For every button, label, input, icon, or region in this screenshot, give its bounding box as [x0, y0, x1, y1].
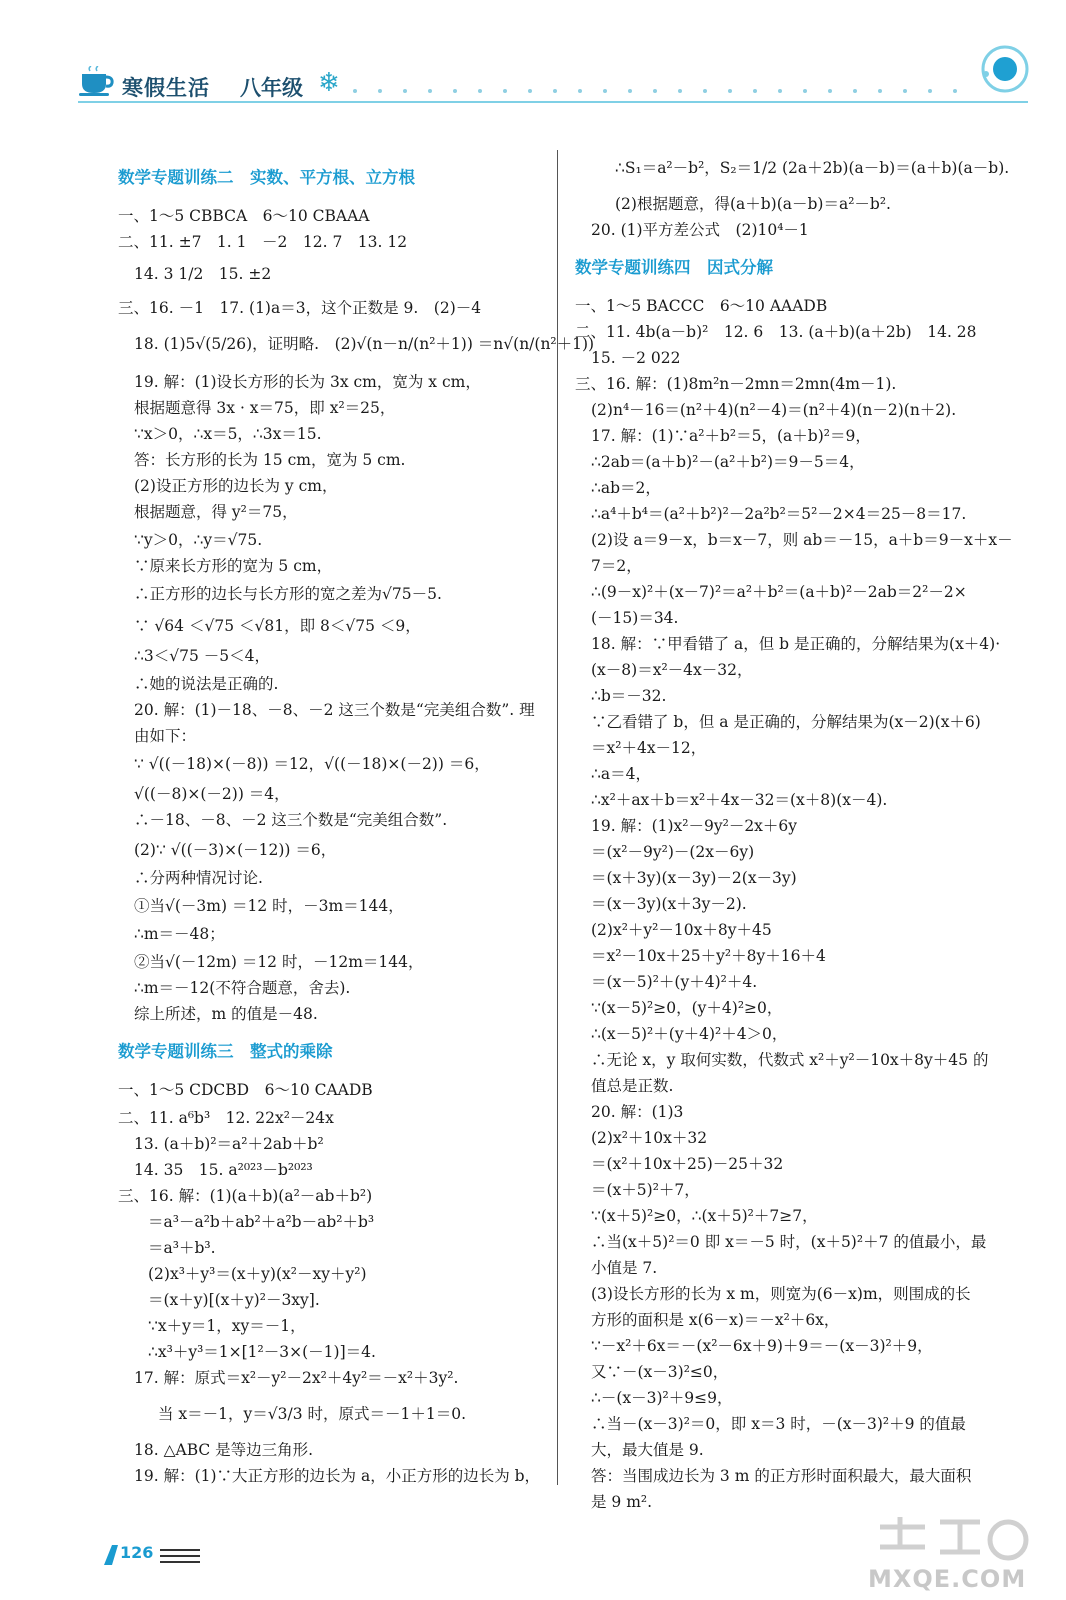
answer-line: 三、16. 解：(1)8m²n－2mn＝2mn(4m－1).	[575, 375, 897, 393]
answer-line: 方形的面积是 x(6－x)＝－x²＋6x，	[591, 1311, 840, 1329]
answer-line: (－15)＝34.	[591, 609, 679, 627]
answer-line: ∵－x²＋6x＝－(x²－6x＋9)＋9＝－(x－3)²＋9，	[591, 1337, 933, 1355]
answer-line: 17. 解：原式＝x²－y²－2x²＋4y²＝－x²＋3y².	[134, 1369, 459, 1387]
answer-line: ＝(x－3y)(x＋3y－2).	[591, 895, 747, 913]
answer-line: 19. 解：(1)x²－9y²－2x＋6y	[591, 817, 798, 835]
answer-line: ∴S₁＝a²－b²，S₂＝1/2 (2a＋2b)(a－b)＝(a＋b)(a－b).	[615, 159, 1010, 177]
answer-line: (2)设 a＝9－x，b＝x－7，则 ab＝－15，a＋b＝9－x＋x－	[591, 531, 1013, 549]
answer-line: ∵(x＋5)²≥0，∴(x＋5)²＋7≥7，	[591, 1207, 818, 1225]
answer-line: ∴当(x＋5)²＝0 即 x＝－5 时，(x＋5)²＋7 的值最小，最	[591, 1233, 987, 1251]
answer-line: 14. 35 15. a²⁰²³－b²⁰²³	[134, 1161, 313, 1179]
answer-line: ＝a³－a²b＋ab²＋a²b－ab²＋b³	[148, 1213, 375, 1231]
answer-line: ∵x＞0，∴x＝5，∴3x＝15.	[134, 425, 322, 443]
answer-line: 18. 解：∵甲看错了 a，但 b 是正确的，分解结果为(x＋4)·	[591, 635, 1001, 653]
answer-line: 14. 3 1/2 15. ±2	[134, 265, 272, 283]
answer-line: ∵y＞0，∴y＝√75.	[134, 531, 263, 549]
section-heading: 数学专题训练三 整式的乘除	[118, 1042, 333, 1061]
answer-line: ②当√(－12m) ＝12 时，－12m＝144，	[134, 953, 424, 971]
answer-line: (2)x²＋y²－10x＋8y＋45	[591, 921, 772, 939]
answer-line: 大，最大值是 9.	[591, 1441, 704, 1459]
answer-line: 三、16. －1 17. (1)a＝3，这个正数是 9. (2)－4	[118, 299, 482, 317]
answer-line: 二、11. ±7 1. 1 －2 12. 7 13. 12	[118, 233, 408, 251]
answer-line: ＝(x²＋10x＋25)－25＋32	[591, 1155, 784, 1173]
answer-line: 答：当围成边长为 3 m 的正方形时面积最大，最大面积	[591, 1467, 972, 1485]
answer-line: 三、16. 解：(1)(a＋b)(a²－ab＋b²)	[118, 1187, 373, 1205]
answer-line: 19. 解：(1)∵大正方形的边长为 a，小正方形的边长为 b，	[134, 1467, 541, 1485]
answer-line: (2)x²＋10x＋32	[591, 1129, 708, 1147]
answer-line: (2)∵ √((－3)×(－12)) ＝6，	[134, 841, 337, 859]
answer-line: ＝(x＋y)[(x＋y)²－3xy].	[148, 1291, 320, 1309]
section-heading: 数学专题训练四 因式分解	[575, 258, 773, 277]
answer-line: 一、1～5 CDCBD 6～10 CAADB	[118, 1081, 373, 1099]
snowflake-icon: ❄	[318, 68, 340, 98]
answer-line: 小值是 7.	[591, 1259, 658, 1277]
answer-line: 17. 解：(1)∵a²＋b²＝5，(a＋b)²＝9，	[591, 427, 871, 445]
answer-line: 二、11. 4b(a－b)² 12. 6 13. (a＋b)(a＋2b) 14. 28	[575, 323, 977, 341]
answer-line: 根据题意，得 y²＝75，	[134, 503, 298, 521]
answer-line: 值总是正数.	[591, 1077, 674, 1095]
answer-line: ∵ √((－18)×(－8)) ＝12，√((－18)×(－2)) ＝6，	[134, 755, 490, 773]
answer-line: 19. 解：(1)设长方形的长为 3x cm，宽为 x cm，	[134, 373, 481, 391]
answer-line: (2)x³＋y³＝(x＋y)(x²－xy＋y²)	[148, 1265, 367, 1283]
answer-line: ∴x³＋y³＝1×[1²－3×(－1)]＝4.	[148, 1343, 376, 1361]
answer-line: ∴(x－5)²＋(y＋4)²＋4＞0，	[591, 1025, 788, 1043]
answer-line: ①当√(－3m) ＝12 时，－3m＝144，	[134, 897, 404, 915]
answer-line: 15. －2 022	[591, 349, 681, 367]
watermark-text: MXQE.COM	[868, 1565, 1027, 1593]
answer-line: ∵乙看错了 b，但 a 是正确的，分解结果为(x－2)(x＋6)	[591, 713, 981, 731]
answer-line: 当 x＝－1，y＝√3/3 时，原式＝－1＋1＝0.	[158, 1405, 467, 1423]
answer-line: 根据题意得 3x · x＝75，即 x²＝25，	[134, 399, 396, 417]
answer-line: 又∵－(x－3)²≤0，	[591, 1363, 729, 1381]
answer-line: ＝(x－5)²＋(y＋4)²＋4.	[591, 973, 758, 991]
answer-line: ∴ab＝2，	[591, 479, 661, 497]
answer-line: ∵ √64 ＜√75 ＜√81，即 8＜√75 ＜9，	[134, 617, 421, 635]
answer-line: ∴无论 x，y 取何实数，代数式 x²＋y²－10x＋8y＋45 的	[591, 1051, 989, 1069]
answer-line: ＝(x＋5)²＋7，	[591, 1181, 700, 1199]
answer-line: 答：长方形的长为 15 cm，宽为 5 cm.	[134, 451, 406, 469]
answer-line: (2)根据题意，得(a＋b)(a－b)＝a²－b².	[615, 195, 891, 213]
answer-line: 13. (a＋b)²＝a²＋2ab＋b²	[134, 1135, 324, 1153]
answer-line: 18. △ABC 是等边三角形.	[134, 1441, 314, 1459]
answer-line: (x－8)＝x²－4x－32，	[591, 661, 753, 679]
answer-line: ∴3＜√75 －5＜4，	[134, 647, 270, 665]
dotted-decoration	[350, 86, 960, 96]
answer-line: ∴当－(x－3)²＝0，即 x＝3 时，－(x－3)²＋9 的值最	[591, 1415, 966, 1433]
header-grade: 八年级	[240, 76, 303, 100]
answer-line: ∴分两种情况讨论.	[134, 869, 263, 887]
answer-line: 20. 解：(1)3	[591, 1103, 684, 1121]
answer-line: ＝a³＋b³.	[148, 1239, 216, 1257]
answer-line: ∵(x－5)²≥0，(y＋4)²≥0，	[591, 999, 783, 1017]
answer-line: ∴m＝－12(不符合题意，舍去).	[134, 979, 351, 997]
answer-line: 18. (1)5√(5/26)，证明略. (2)√(n－n/(n²＋1)) ＝n√(n/(n²＋1))	[134, 335, 595, 353]
answer-line: (3)设长方形的长为 x m，则宽为(6－x)m，则围成的长	[591, 1285, 971, 1303]
answer-line: ∴x²＋ax＋b＝x²＋4x－32＝(x＋8)(x－4).	[591, 791, 888, 809]
answer-line: (2)设正方形的边长为 y cm，	[134, 477, 338, 495]
answer-line: ∵原来长方形的宽为 5 cm，	[134, 557, 333, 575]
answer-line: ∴她的说法是正确的.	[134, 675, 279, 693]
answer-line: ＝(x²－9y²)－(2x－6y)	[591, 843, 755, 861]
answer-line: ＝(x＋3y)(x－3y)－2(x－3y)	[591, 869, 797, 887]
answer-line: 二、11. a⁶b³ 12. 22x²－24x	[118, 1109, 334, 1127]
answer-line: ∴b＝－32.	[591, 687, 667, 705]
answer-line: 20. 解：(1)－18、－8、－2 这三个数是“完美组合数”. 理	[134, 701, 535, 719]
section-heading: 数学专题训练二 实数、平方根、立方根	[118, 168, 415, 187]
answer-line: ＝x²＋4x－12，	[591, 739, 707, 757]
answer-line: ∴m＝－48；	[134, 925, 225, 943]
answer-line: 一、1～5 BACCC 6～10 AAADB	[575, 297, 828, 315]
answer-line: 20. (1)平方差公式 (2)10⁴－1	[591, 221, 809, 239]
page-header	[0, 0, 1066, 120]
header-title: 寒假生活	[122, 76, 210, 100]
answer-line: ∴a＝4，	[591, 765, 651, 783]
header-rule	[78, 101, 1028, 103]
answer-line: √((－8)×(－2)) ＝4，	[134, 785, 290, 803]
answer-line: 综上所述，m 的值是－48.	[134, 1005, 318, 1023]
answer-line: ∴－18、－8、－2 这三个数是“完美组合数”.	[134, 811, 448, 829]
answer-line: ＝x²－10x＋25＋y²＋8y＋16＋4	[591, 947, 826, 965]
answer-line: ∴正方形的边长与长方形的宽之差为√75－5.	[134, 585, 442, 603]
answer-line: ∴－(x－3)²＋9≤9，	[591, 1389, 733, 1407]
answer-line: ∵x＋y＝1，xy＝－1，	[148, 1317, 306, 1335]
answer-line: 是 9 m².	[591, 1493, 653, 1511]
answer-line: ∴2ab＝(a＋b)²－(a²＋b²)＝9－5＝4，	[591, 453, 865, 471]
teacup-icon	[78, 66, 114, 96]
answer-line: 由如下：	[134, 727, 197, 745]
page-number-badge	[104, 1543, 204, 1567]
answer-line: ∴(9－x)²＋(x－7)²＝a²＋b²＝(a＋b)²－2ab＝2²－2×	[591, 583, 967, 601]
page-number: 126	[120, 1543, 154, 1562]
answer-line: (2)n⁴－16＝(n²＋4)(n²－4)＝(n²＋4)(n－2)(n＋2).	[591, 401, 957, 419]
answer-line: 7＝2，	[591, 557, 642, 575]
circle-decoration-icon	[980, 44, 1030, 94]
answer-line: ∴a⁴＋b⁴＝(a²＋b²)²－2a²b²＝5²－2×4＝25－8＝17.	[591, 505, 967, 523]
answer-line: 一、1～5 CBBCA 6～10 CBAAA	[118, 207, 370, 225]
